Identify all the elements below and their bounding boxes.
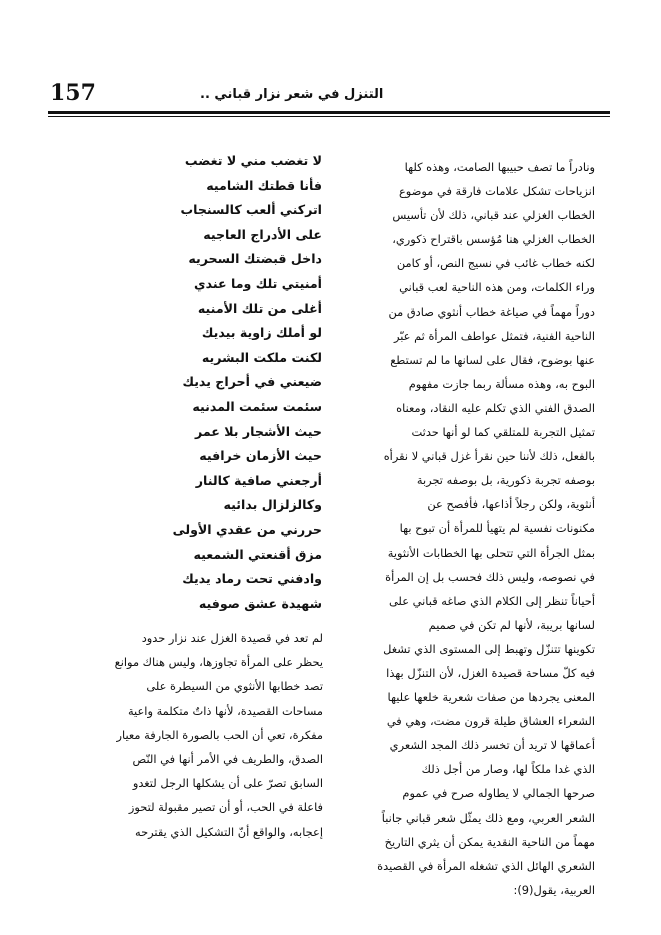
text-line: في نصوصه، وليس ذلك فحسب بل إن المرأة xyxy=(385,569,595,584)
poem-line: وكالزلزال بدائيه xyxy=(223,497,322,513)
text-line: الشعراء العشاق طيلة قرون مضت، وهي في xyxy=(386,714,595,729)
text-line: الشعر العربي، ومع ذلك يمثّل شعر قباني جانباً xyxy=(381,810,595,825)
poem-line: فأنا قطتك الشاميه xyxy=(206,177,322,193)
text-line: دوراً مهماً في صياغة خطاب أنثوي صادق من xyxy=(388,304,595,319)
text-line: المعنى يجردها من صفات شعرية خلعها عليها xyxy=(387,690,595,705)
text-line: لكنه خطاب غائب في نسيج النص، أو كامن xyxy=(396,256,595,271)
poem-line: وادفني تحت رماد يديك xyxy=(182,571,322,587)
text-line: عنها بوضوح، فقال على لسانها ما لم تستطع xyxy=(390,352,595,367)
page-number: 157 xyxy=(50,80,96,106)
poem-line: مزق أقنعتي الشمعيه xyxy=(193,546,322,562)
text-line: وراء الكلمات، ومن هذه الناحية لعب قباني xyxy=(399,280,595,295)
header-rule-thin xyxy=(48,116,610,117)
poem-block xyxy=(90,149,322,616)
poem-line: أمنيتي تلك وما عندي xyxy=(194,275,322,291)
running-head: التنزل في شعر نزار قباني .. xyxy=(200,87,384,102)
text-line: تكوينها تتنزّل وتهبط إلى المستوى الذي تشغل xyxy=(383,641,595,656)
text-line: بالفعل، ذلك لأننا حين نقرأ غزل قباني لا نقرأه xyxy=(383,449,595,464)
text-line: بوصفه تجربة ذكورية، بل بوصفه تجربة xyxy=(416,473,595,488)
poem-line: لكنت ملكت البشريه xyxy=(201,349,322,365)
poem-line: على الأدراج العاجيه xyxy=(203,226,322,242)
text-line: فيه كلّ مساحة قصيدة الغزل، لأن التنزّل بهذا xyxy=(386,665,595,680)
poem-line: حيث الأشجار بلا عمر xyxy=(194,423,322,439)
poem-line: شهيدة عشق صوفيه xyxy=(198,595,322,611)
poem-line: حيث الأزمان خرافيه xyxy=(199,448,322,464)
text-line: مساحات القصيدة، لأنها ذاتٌ متكلمة واعية xyxy=(127,703,323,718)
text-line: لسانها بريبة، لأنها لم تكن في صميم xyxy=(428,617,595,632)
text-line: الخطاب الغزلي عند قباني، ذلك لأن تأسيس xyxy=(392,208,595,223)
text-line: يحظر على المرأة تجاوزها، وليس هناك موانع xyxy=(114,655,323,670)
text-line: إعجابه، والواقع أنّ التشكيل الذي يقترحه xyxy=(135,824,323,839)
left-column-text xyxy=(72,626,323,844)
text-line: البوح به، وهذه مسألة ربما جازت مفهوم xyxy=(408,376,595,391)
text-line: لم تعد في قصيدة الغزل عند نزار حدود xyxy=(141,631,323,645)
text-line: أعماقها لا تريد أن تخسر ذلك المجد الشعري xyxy=(389,738,595,753)
text-line: الذي غدا ملكاً لها، وصار من أجل ذلك xyxy=(421,762,595,777)
poem-line: أغلى من تلك الأمنيه xyxy=(197,300,322,316)
poem-line: داخل قبضتك السحريه xyxy=(188,251,322,267)
text-line: تمثيل التجربة للمتلقي كما لو أنها حدثت xyxy=(411,425,595,440)
text-line: الصدق الفني الذي تكلم عليه النقاد، ومعناه xyxy=(396,400,595,415)
text-line: العربية، يقول(9): xyxy=(513,882,595,897)
poem-line: ضيعني في أحراج يديك xyxy=(182,374,322,390)
text-line: الشعري الهائل الذي تشغله المرأة في القصيدة xyxy=(377,858,595,873)
text-line: تصد خطابها الأنثوي من السيطرة على xyxy=(146,679,323,694)
poem-line: سئمت سئمت المدنيه xyxy=(192,398,322,414)
text-line: الخطاب الغزلي هنا مُؤسس باقتراح ذكوري، xyxy=(392,232,595,247)
text-line: مفكرة، تعي أن الحب بالصورة الجارفة معيار xyxy=(116,727,323,742)
poem-line: اتركني ألعب كالسنجاب xyxy=(180,202,322,218)
text-line: أحياناً تنظر إلى الكلام الذي صاغه قباني على xyxy=(388,593,595,608)
text-line: مكنونات نفسية لم يتهيأ للمرأة أن تبوح بها xyxy=(399,521,595,536)
text-line: صرحها الجمالي لا يطاوله صرح في عموم xyxy=(402,786,595,801)
poem-line: لو أملك زاوية بيديك xyxy=(201,325,322,341)
text-line: فاعلة في الحب، أو أن تصير مقبولة لتحوز xyxy=(128,800,323,815)
text-line: السابق تصرّ على أن يشكلها الرجل لتغدو xyxy=(132,776,323,791)
header-rule xyxy=(48,111,610,114)
text-line: الناحية الفنية، فتمثل عواطف المرأة ثم عبّر xyxy=(393,328,595,343)
text-line: انزياحات تشكل علامات فارقة في موضوع xyxy=(399,184,595,199)
right-column-text xyxy=(340,155,595,902)
poem-line: حررني من عقدي الأولى xyxy=(172,521,322,537)
poem-line: لا تغضب مني لا تغضب xyxy=(184,153,322,168)
text-line: أنثوية، ولكن رجلاً أذاعها، فأفصح عن xyxy=(427,497,595,512)
text-line: ونادراً ما تصف حبيبها الصامت، وهذه كلها xyxy=(404,160,595,174)
poem-line: أرجعني صافية كالنار xyxy=(195,472,322,488)
text-line: الصدق، والطريف في الأمر أنها في النّص xyxy=(132,752,323,767)
text-line: مهماً من الناحية النقدية يمكن أن يثري التاريخ xyxy=(384,834,595,849)
text-line: بمثل الجرأة التي تتحلى بها الخطابات الأنثوية xyxy=(387,545,595,560)
